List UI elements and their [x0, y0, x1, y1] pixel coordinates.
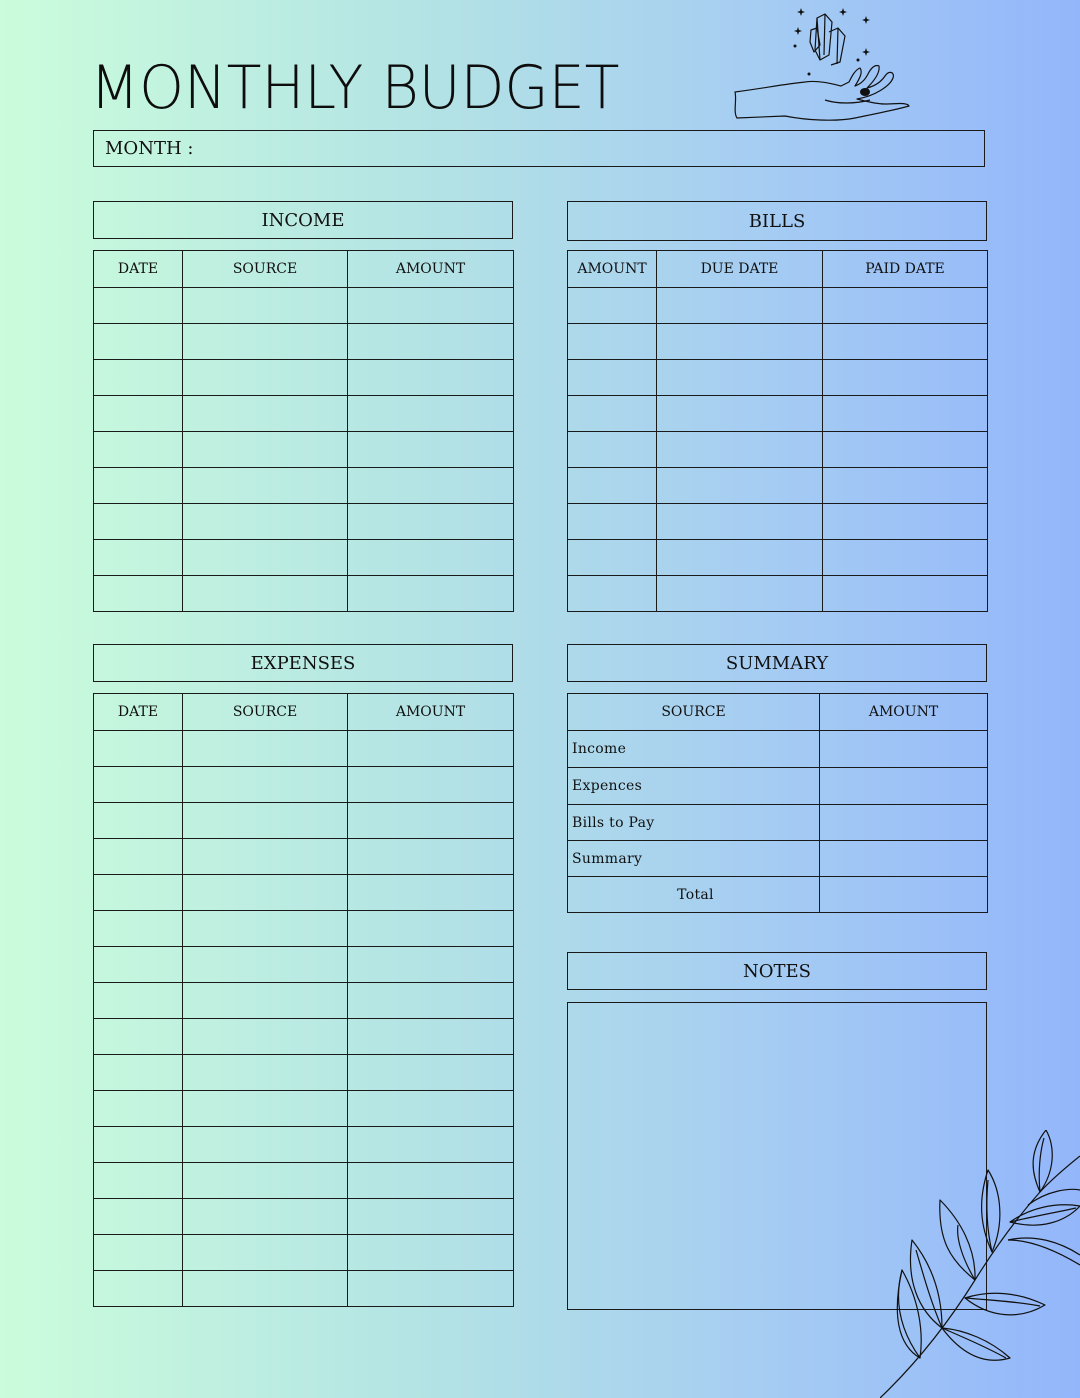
- expenses-row: [94, 1019, 514, 1055]
- income-body: [94, 288, 514, 612]
- bills-cell[interactable]: [657, 324, 823, 360]
- income-cell[interactable]: [183, 576, 348, 612]
- income-cell[interactable]: [348, 468, 514, 504]
- expenses-cell[interactable]: [348, 731, 514, 767]
- income-row: [94, 432, 514, 468]
- bills-row: [568, 468, 988, 504]
- bills-title: BILLS: [748, 210, 806, 232]
- income-cell[interactable]: [183, 288, 348, 324]
- bills-cell[interactable]: [823, 360, 988, 396]
- summary-row-income: Income: [568, 731, 820, 768]
- summary-header-amount: AMOUNT: [820, 694, 988, 731]
- expenses-cell[interactable]: [183, 1055, 348, 1091]
- income-cell[interactable]: [94, 504, 183, 540]
- income-cell[interactable]: [183, 396, 348, 432]
- summary-amount-cell[interactable]: [820, 731, 988, 768]
- expenses-row: [94, 1271, 514, 1307]
- income-row: [94, 360, 514, 396]
- bills-cell[interactable]: [568, 468, 657, 504]
- bills-cell[interactable]: [657, 396, 823, 432]
- expenses-row: [94, 731, 514, 767]
- bills-row: [568, 432, 988, 468]
- expenses-cell[interactable]: [183, 839, 348, 875]
- bills-row: [568, 504, 988, 540]
- income-row: [94, 540, 514, 576]
- summary-section-title: [567, 644, 987, 682]
- income-cell[interactable]: [183, 540, 348, 576]
- income-cell[interactable]: [348, 288, 514, 324]
- expenses-cell[interactable]: [348, 1199, 514, 1235]
- expenses-cell[interactable]: [183, 911, 348, 947]
- bills-cell[interactable]: [657, 504, 823, 540]
- month-field[interactable]: [93, 130, 985, 167]
- expenses-cell[interactable]: [348, 947, 514, 983]
- bills-cell[interactable]: [657, 468, 823, 504]
- expenses-cell[interactable]: [183, 947, 348, 983]
- expenses-cell[interactable]: [183, 875, 348, 911]
- bills-cell[interactable]: [823, 324, 988, 360]
- bills-cell[interactable]: [568, 576, 657, 612]
- income-header-amount: AMOUNT: [348, 251, 514, 288]
- income-cell[interactable]: [94, 432, 183, 468]
- expenses-cell[interactable]: [94, 1271, 183, 1307]
- summary-row-summary: Summary: [568, 841, 820, 877]
- summary-amount-cell[interactable]: [820, 768, 988, 805]
- bills-header-paid-date: PAID DATE: [823, 251, 988, 288]
- expenses-table: [93, 693, 514, 1307]
- summary-row-total: Total: [568, 877, 820, 913]
- expenses-cell[interactable]: [183, 983, 348, 1019]
- bills-row: [568, 396, 988, 432]
- bills-cell[interactable]: [568, 396, 657, 432]
- expenses-row: [94, 947, 514, 983]
- bills-body: [568, 288, 988, 612]
- expenses-cell[interactable]: [183, 1235, 348, 1271]
- expenses-cell[interactable]: [348, 1091, 514, 1127]
- income-cell[interactable]: [94, 288, 183, 324]
- expenses-row: [94, 1163, 514, 1199]
- income-cell[interactable]: [348, 504, 514, 540]
- income-cell[interactable]: [348, 324, 514, 360]
- bills-cell[interactable]: [657, 540, 823, 576]
- expenses-row: [94, 1127, 514, 1163]
- expenses-cell[interactable]: [94, 1091, 183, 1127]
- bills-cell[interactable]: [823, 540, 988, 576]
- expenses-cell[interactable]: [183, 1127, 348, 1163]
- income-row: [94, 324, 514, 360]
- expenses-cell[interactable]: [94, 983, 183, 1019]
- income-cell[interactable]: [183, 360, 348, 396]
- expenses-cell[interactable]: [183, 1091, 348, 1127]
- expenses-row: [94, 983, 514, 1019]
- expenses-section-title: [93, 644, 513, 682]
- expenses-cell[interactable]: [94, 1055, 183, 1091]
- bills-row: [568, 360, 988, 396]
- expenses-body: [94, 731, 514, 1307]
- notes-section-title: [567, 952, 987, 990]
- income-cell[interactable]: [183, 468, 348, 504]
- bills-cell[interactable]: [568, 324, 657, 360]
- income-cell[interactable]: [183, 504, 348, 540]
- expenses-cell[interactable]: [94, 1199, 183, 1235]
- expenses-cell[interactable]: [348, 1019, 514, 1055]
- summary-amount-cell[interactable]: [820, 805, 988, 841]
- income-row: [94, 504, 514, 540]
- bills-header-due-date: DUE DATE: [657, 251, 823, 288]
- expenses-row: [94, 875, 514, 911]
- expenses-row: [94, 1091, 514, 1127]
- income-section-title: [93, 201, 513, 239]
- expenses-row: [94, 1235, 514, 1271]
- month-label: MONTH :: [105, 138, 194, 159]
- expenses-cell[interactable]: [94, 1235, 183, 1271]
- income-title: INCOME: [261, 209, 345, 231]
- expenses-row: [94, 1055, 514, 1091]
- bills-cell[interactable]: [568, 432, 657, 468]
- expenses-cell[interactable]: [348, 983, 514, 1019]
- income-table: [93, 250, 514, 612]
- expenses-cell[interactable]: [348, 875, 514, 911]
- bills-row: [568, 288, 988, 324]
- income-cell[interactable]: [348, 576, 514, 612]
- expenses-cell[interactable]: [348, 839, 514, 875]
- page-title: MONTHLY BUDGET: [90, 53, 620, 123]
- summary-amount-cell[interactable]: [820, 841, 988, 877]
- expenses-cell[interactable]: [348, 1127, 514, 1163]
- expenses-cell[interactable]: [183, 1199, 348, 1235]
- bills-cell[interactable]: [657, 360, 823, 396]
- income-header-source: SOURCE: [183, 251, 348, 288]
- summary-header-source: SOURCE: [568, 694, 820, 731]
- notes-title: NOTES: [743, 960, 811, 982]
- bills-cell[interactable]: [568, 540, 657, 576]
- income-row: [94, 468, 514, 504]
- expenses-cell[interactable]: [94, 767, 183, 803]
- bills-section-title: [567, 201, 987, 241]
- expenses-row: [94, 839, 514, 875]
- expenses-cell[interactable]: [183, 767, 348, 803]
- leaf-branch-icon: [880, 1130, 1080, 1398]
- expenses-cell[interactable]: [348, 767, 514, 803]
- income-cell[interactable]: [348, 396, 514, 432]
- bills-row: [568, 576, 988, 612]
- expenses-cell[interactable]: [94, 839, 183, 875]
- expenses-header-source: SOURCE: [183, 694, 348, 731]
- expenses-row: [94, 767, 514, 803]
- expenses-header-amount: AMOUNT: [348, 694, 514, 731]
- expenses-cell[interactable]: [348, 1271, 514, 1307]
- income-cell[interactable]: [183, 432, 348, 468]
- expenses-cell[interactable]: [183, 731, 348, 767]
- expenses-cell[interactable]: [94, 1019, 183, 1055]
- expenses-cell[interactable]: [348, 1235, 514, 1271]
- bills-cell[interactable]: [823, 504, 988, 540]
- income-cell[interactable]: [348, 432, 514, 468]
- expenses-cell[interactable]: [94, 1163, 183, 1199]
- income-cell[interactable]: [348, 540, 514, 576]
- expenses-cell[interactable]: [348, 1055, 514, 1091]
- income-cell[interactable]: [94, 468, 183, 504]
- expenses-cell[interactable]: [94, 1127, 183, 1163]
- income-cell[interactable]: [183, 324, 348, 360]
- bills-header-amount: AMOUNT: [568, 251, 657, 288]
- expenses-cell[interactable]: [348, 911, 514, 947]
- expenses-cell[interactable]: [94, 947, 183, 983]
- bills-cell[interactable]: [823, 288, 988, 324]
- income-row: [94, 396, 514, 432]
- bills-row: [568, 324, 988, 360]
- expenses-cell[interactable]: [94, 911, 183, 947]
- expenses-cell[interactable]: [183, 1271, 348, 1307]
- income-cell[interactable]: [348, 360, 514, 396]
- bills-cell[interactable]: [568, 288, 657, 324]
- expenses-cell[interactable]: [183, 1163, 348, 1199]
- summary-amount-cell[interactable]: [820, 877, 988, 913]
- bills-cell[interactable]: [823, 468, 988, 504]
- expenses-cell[interactable]: [94, 803, 183, 839]
- bills-cell[interactable]: [657, 432, 823, 468]
- expenses-header-date: DATE: [94, 694, 183, 731]
- bills-table: [567, 250, 988, 612]
- bills-cell[interactable]: [657, 288, 823, 324]
- summary-row-expences: Expences: [568, 768, 820, 805]
- expenses-cell[interactable]: [348, 1163, 514, 1199]
- bills-cell[interactable]: [823, 396, 988, 432]
- expenses-cell[interactable]: [94, 731, 183, 767]
- income-header-date: DATE: [94, 251, 183, 288]
- expenses-row: [94, 911, 514, 947]
- expenses-row: [94, 803, 514, 839]
- bills-cell[interactable]: [568, 360, 657, 396]
- summary-table: [567, 693, 988, 913]
- income-row: [94, 288, 514, 324]
- expenses-cell[interactable]: [183, 803, 348, 839]
- bills-cell[interactable]: [823, 576, 988, 612]
- income-cell[interactable]: [94, 324, 183, 360]
- expenses-cell[interactable]: [348, 803, 514, 839]
- income-cell[interactable]: [94, 396, 183, 432]
- expenses-title: EXPENSES: [250, 652, 356, 674]
- bills-cell[interactable]: [823, 432, 988, 468]
- bills-cell[interactable]: [568, 504, 657, 540]
- income-cell[interactable]: [94, 360, 183, 396]
- expenses-row: [94, 1199, 514, 1235]
- income-cell[interactable]: [94, 540, 183, 576]
- bills-cell[interactable]: [657, 576, 823, 612]
- bills-row: [568, 540, 988, 576]
- income-row: [94, 576, 514, 612]
- expenses-cell[interactable]: [94, 875, 183, 911]
- hand-with-crystals-icon: [725, 0, 925, 130]
- summary-row-bills-to-pay: Bills to Pay: [568, 805, 820, 841]
- summary-title: SUMMARY: [725, 652, 829, 674]
- expenses-cell[interactable]: [183, 1019, 348, 1055]
- income-cell[interactable]: [94, 576, 183, 612]
